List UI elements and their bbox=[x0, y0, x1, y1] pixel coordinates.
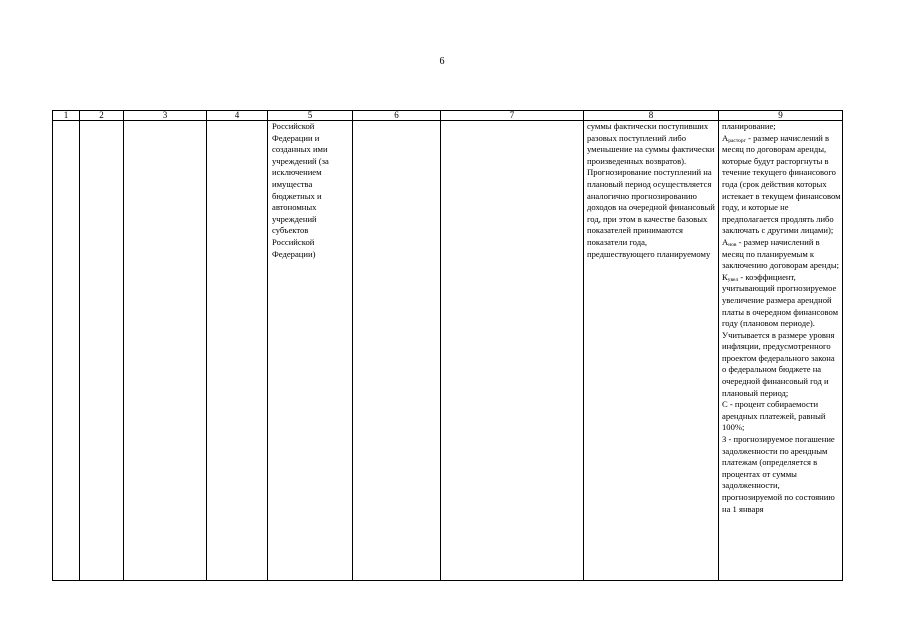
table-row bbox=[53, 121, 843, 581]
cell-col-7 bbox=[441, 121, 584, 581]
cell-col-8 bbox=[584, 121, 719, 581]
col9-paragraph bbox=[722, 272, 841, 400]
page-number: 6 bbox=[439, 56, 445, 67]
cell-col-3 bbox=[124, 121, 207, 581]
paragraph-text: планирование; bbox=[722, 121, 776, 131]
paragraph-text: - размер начислений в месяц по планируемым к заключению договорам аренды; bbox=[722, 236, 839, 271]
cell-col-6 bbox=[353, 121, 441, 581]
cell-col-5-text: Российской Федерации и созданных ими учреждений (за исключением имущества бюджетных и автономных учреждений субъектов Российской Федерации) bbox=[272, 121, 329, 259]
cell-col-2 bbox=[80, 121, 124, 581]
data-table bbox=[52, 110, 843, 581]
paragraph-text: - коэффициент, учитывающий прогнозируемое увеличение размера арендной платы в очередном финансовом году (плановом периоде). Учитывается в размере уровня инфляции, предусмотренного проектом федерального закона о федеральном бюджете на очередной финансовый год и плановый период; bbox=[722, 271, 839, 398]
col9-paragraph bbox=[722, 434, 841, 515]
col9-paragraph bbox=[722, 133, 841, 237]
col9-paragraph bbox=[722, 399, 841, 434]
cell-col-8-text: суммы фактически поступивших разовых поступлений либо уменьшение на суммы фактически произведенных возвратов). Прогнозирование поступлений на плановый период осуществляется аналогично прогнозированию доходов на очередной финансовый год, при этом в качестве базовых показателей принимаются показатели года, предшествующего планируемому bbox=[587, 121, 715, 259]
column-header-2: 2 bbox=[80, 111, 124, 121]
formula-subscript: нов bbox=[728, 241, 737, 248]
cell-col-4 bbox=[207, 121, 268, 581]
cell-col-1 bbox=[53, 121, 80, 581]
header-row bbox=[53, 111, 843, 121]
column-header-8: 8 bbox=[584, 111, 719, 121]
cell-col-9-text bbox=[719, 121, 842, 515]
formula-subscript: увел bbox=[727, 276, 739, 283]
column-header-7: 7 bbox=[441, 111, 584, 121]
formula-symbol: К bbox=[722, 271, 728, 282]
formula-subscript: расторг bbox=[728, 137, 746, 144]
column-header-3: 3 bbox=[124, 111, 207, 121]
column-header-4: 4 bbox=[207, 111, 268, 121]
column-header-1: 1 bbox=[53, 111, 80, 121]
col9-paragraph bbox=[722, 121, 841, 133]
column-header-9: 9 bbox=[719, 111, 843, 121]
paragraph-text: С - процент собираемости арендных платежей, равный 100%; bbox=[722, 399, 826, 433]
column-header-6: 6 bbox=[353, 111, 441, 121]
paragraph-text: - размер начислений в месяц по договорам аренды, которые будут расторгнуты в течение текущего финансового года (срок действия которых истекает в текущем финансовом году, и которые не предполагается продлять либо заключать с другими лицами); bbox=[722, 132, 841, 236]
column-header-5: 5 bbox=[268, 111, 353, 121]
paragraph-text: З - прогнозируемое погашение задолженности по арендным платежам (определяется в процентах от суммы задолженности, прогнозируемой по состоянию на 1 января bbox=[722, 434, 835, 514]
cell-col-9 bbox=[719, 121, 843, 581]
formula-symbol: А bbox=[722, 132, 729, 143]
cell-col-5 bbox=[268, 121, 353, 581]
col9-paragraph bbox=[722, 237, 841, 272]
formula-symbol: А bbox=[722, 236, 729, 247]
